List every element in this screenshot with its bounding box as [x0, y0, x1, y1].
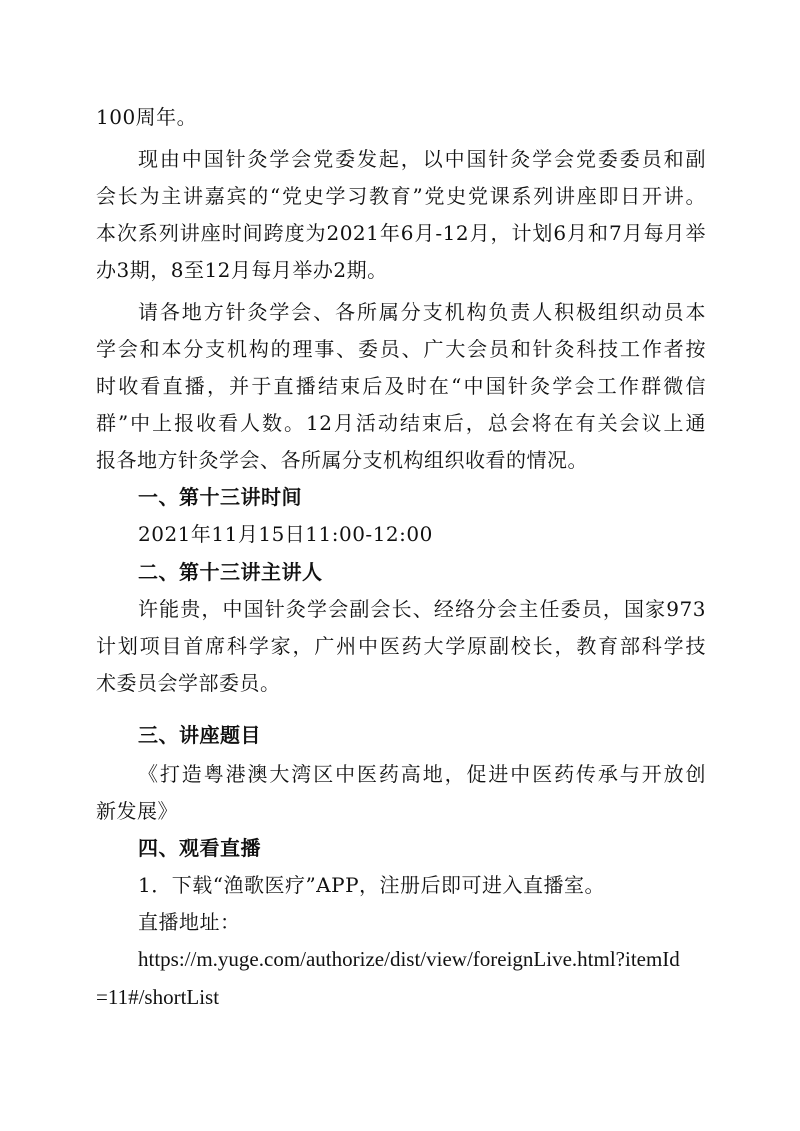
paragraph-line: 许能贵，中国针灸学会副会长、经络分会主任委员，国家973: [138, 597, 706, 621]
paragraph-line: 报各地方针灸学会、各所属分支机构组织收看的情况。: [96, 448, 588, 472]
section-heading-watch: 四、观看直播: [138, 836, 261, 860]
paragraph-line: 1．下载“渔歌医疗”APP，注册后即可进入直播室。: [138, 873, 606, 897]
paragraph-line: 办3期，8至12月每月举办2期。: [96, 258, 388, 282]
paragraph-line: 学会和本分支机构的理事、委员、广大会员和针灸科技工作者按: [96, 337, 706, 361]
paragraph-line: 100周年。: [96, 105, 198, 129]
section-heading-time: 一、第十三讲时间: [138, 485, 302, 509]
lecture-topic-line: 《打造粤港澳大湾区中医药高地，促进中医药传承与开放创: [138, 762, 706, 786]
paragraph-line: 直播地址：: [138, 910, 241, 934]
paragraph-line: 现由中国针灸学会党委发起，以中国针灸学会党委委员和副: [138, 147, 706, 171]
paragraph-line: 术委员会学部委员。: [96, 671, 281, 695]
paragraph-line: 时收看直播，并于直播结束后及时在“中国针灸学会工作群微信: [96, 374, 706, 398]
paragraph-line: 请各地方针灸学会、各所属分支机构负责人积极组织动员本: [138, 300, 706, 324]
section-heading-speaker: 二、第十三讲主讲人: [138, 560, 323, 584]
lecture-time: 2021年11月15日11:00-12:00: [138, 522, 433, 546]
live-url-line: =11#/shortList: [96, 985, 220, 1009]
paragraph-line: 会长为主讲嘉宾的“党史学习教育”党史党课系列讲座即日开讲。: [96, 184, 706, 208]
paragraph-line: 群”中上报收看人数。12月活动结束后，总会将在有关会议上通: [96, 411, 706, 435]
paragraph-line: 本次系列讲座时间跨度为2021年6月-12月，计划6月和7月每月举: [96, 221, 706, 245]
section-heading-topic: 三、讲座题目: [138, 723, 261, 747]
live-url-line: https://m.yuge.com/authorize/dist/view/foreignLive.html?itemId: [138, 947, 680, 971]
lecture-topic-line: 新发展》: [96, 799, 178, 823]
paragraph-line: 计划项目首席科学家，广州中医药大学原副校长，教育部科学技: [96, 634, 706, 658]
